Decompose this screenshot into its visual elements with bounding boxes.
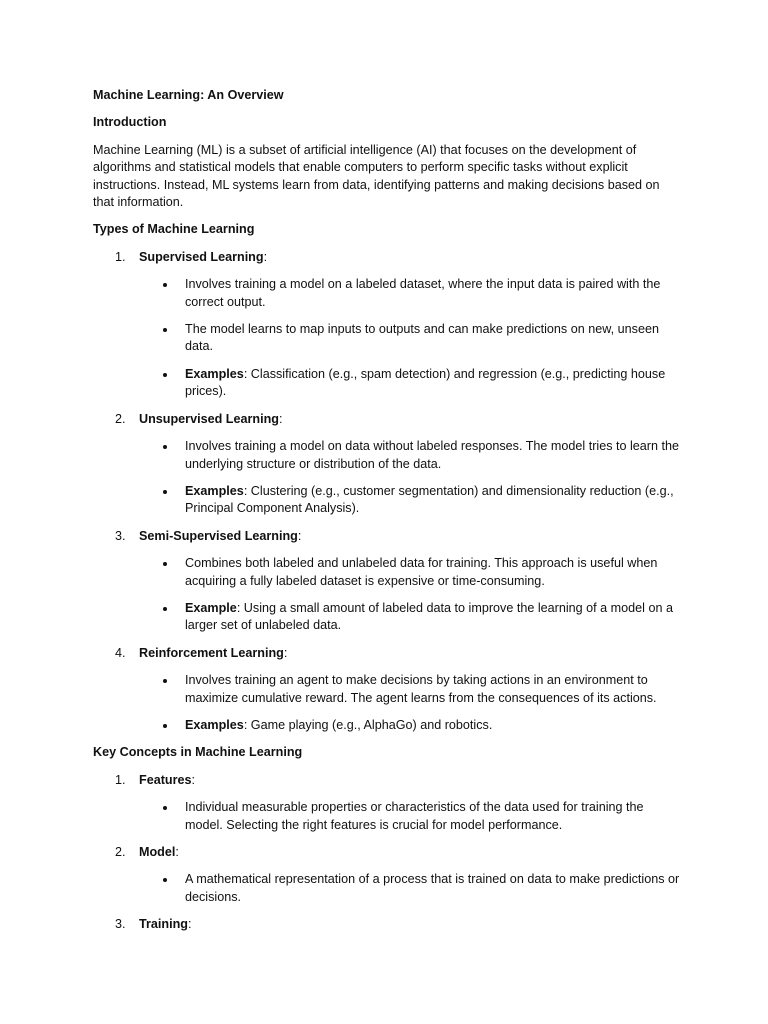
bullet-body: : Using a small amount of labeled data to improve the learning of a model on a larger set of unlabeled data. — [185, 600, 673, 633]
bullet-item — [93, 483, 683, 518]
bullet-text — [185, 717, 683, 734]
bullet-list — [93, 799, 683, 834]
bullet-body: : Classification (e.g., spam detection) and regression (e.g., predicting house prices). — [185, 366, 666, 399]
document-page — [93, 87, 683, 944]
bullet-text — [185, 483, 683, 518]
list-item-title: Model — [139, 845, 176, 859]
bullet-icon — [161, 321, 185, 356]
bullet-item — [93, 321, 683, 356]
list-item — [93, 249, 683, 401]
list-item-title-wrap: Semi-Supervised Learning: — [139, 528, 302, 543]
bullet-body: Involves training a model on a labeled dataset, where the input data is paired with the correct output. — [185, 277, 661, 309]
list-item — [93, 916, 683, 933]
bullet-label: Examples — [185, 717, 244, 732]
bullet-item — [93, 717, 683, 734]
bullet-text — [185, 600, 683, 635]
bullet-item — [93, 871, 683, 906]
bullet-text — [185, 799, 683, 834]
list-number: 2. — [115, 845, 126, 859]
bullet-text — [185, 321, 683, 356]
document-title: Machine Learning: An Overview — [93, 88, 284, 102]
bullet-label: Example — [185, 600, 237, 615]
list-item-title-wrap: Model: — [139, 845, 179, 859]
bullet-item — [93, 672, 683, 707]
bullet-icon — [161, 799, 185, 834]
list-item-heading — [93, 844, 683, 861]
bullet-item — [93, 799, 683, 834]
list-item-title-wrap: Training: — [139, 917, 192, 932]
bullet-body: : Game playing (e.g., AlphaGo) and robotics. — [243, 717, 493, 732]
bullet-item — [93, 276, 683, 311]
bullet-label: Examples — [185, 483, 244, 498]
bullet-list — [93, 438, 683, 518]
list-item-heading — [93, 645, 683, 662]
bullet-icon — [161, 276, 185, 311]
list-item-title: Unsupervised Learning — [139, 411, 279, 426]
bullet-body: Involves training an agent to make decisions by taking actions in an environment to maximize cumulative reward. The agent learns from the consequences of its actions. — [185, 673, 657, 705]
list-item — [93, 645, 683, 735]
concepts-list — [93, 772, 683, 934]
bullet-list — [93, 672, 683, 734]
list-item — [93, 772, 683, 834]
bullet-icon — [161, 600, 185, 635]
list-number: 3. — [115, 917, 126, 932]
bullet-text — [185, 555, 683, 590]
bullet-icon — [161, 717, 185, 734]
bullet-icon — [161, 555, 185, 590]
list-number: 2. — [115, 411, 126, 426]
list-item — [93, 528, 683, 635]
list-item-title: Reinforcement Learning — [139, 645, 284, 660]
bullet-body: Individual measurable properties or characteristics of the data used for training the model. Selecting the right features is crucial for model performance. — [185, 800, 644, 832]
list-item-title-wrap: Unsupervised Learning: — [139, 411, 283, 426]
list-item-heading — [93, 411, 683, 428]
bullet-item — [93, 366, 683, 401]
bullet-item — [93, 438, 683, 473]
bullet-icon — [161, 438, 185, 473]
bullet-text — [185, 438, 683, 473]
list-item-title: Features — [139, 772, 192, 787]
intro-heading: Introduction — [93, 115, 167, 130]
list-item-title: Supervised Learning — [139, 249, 264, 264]
concepts-heading: Key Concepts in Machine Learning — [93, 745, 303, 760]
bullet-list — [93, 871, 683, 906]
bullet-icon — [161, 871, 185, 906]
list-item-title-wrap: Features: — [139, 772, 195, 787]
bullet-body: : Clustering (e.g., customer segmentation) and dimensionality reduction (e.g., Principal Component Analysis). — [185, 483, 674, 516]
list-item-title-wrap: Reinforcement Learning: — [139, 645, 288, 660]
bullet-text — [185, 276, 683, 311]
list-item-title: Semi-Supervised Learning — [139, 528, 298, 543]
list-item — [93, 844, 683, 906]
bullet-text — [185, 672, 683, 707]
list-number: 1. — [115, 772, 126, 787]
bullet-text — [185, 366, 683, 401]
bullet-icon — [161, 483, 185, 518]
list-item-title: Training — [139, 917, 188, 932]
bullet-item — [93, 555, 683, 590]
bullet-list — [93, 555, 683, 635]
types-list — [93, 249, 683, 735]
bullet-body: A mathematical representation of a process that is trained on data to make predictions or decisions. — [185, 872, 680, 904]
list-number: 1. — [115, 249, 126, 264]
list-item — [93, 411, 683, 518]
bullet-text — [185, 871, 683, 906]
intro-paragraph: Machine Learning (ML) is a subset of artificial intelligence (AI) that focuses on the development of algorithms and statistical models that enable computers to perform specific tasks without explicit instructions. Instead, ML systems learn from data, identifying patterns and making decisions based on that information. — [93, 142, 660, 210]
bullet-body: The model learns to map inputs to outputs and can make predictions on new, unseen data. — [185, 322, 659, 354]
list-item-heading — [93, 772, 683, 789]
bullet-icon — [161, 672, 185, 707]
bullet-icon — [161, 366, 185, 401]
list-item-heading — [93, 916, 683, 933]
bullet-item — [93, 600, 683, 635]
list-number: 3. — [115, 528, 126, 543]
list-item-title-wrap: Supervised Learning: — [139, 249, 268, 264]
list-item-heading — [93, 528, 683, 545]
list-item-heading — [93, 249, 683, 266]
types-heading: Types of Machine Learning — [93, 222, 255, 237]
bullet-list — [93, 276, 683, 400]
bullet-body: Combines both labeled and unlabeled data for training. This approach is useful when acquiring a fully labeled dataset is expensive or time-consuming. — [185, 556, 658, 588]
bullet-label: Examples — [185, 366, 244, 381]
bullet-body: Involves training a model on data without labeled responses. The model tries to learn the underlying structure or distribution of the data. — [185, 439, 680, 471]
list-number: 4. — [115, 645, 126, 660]
